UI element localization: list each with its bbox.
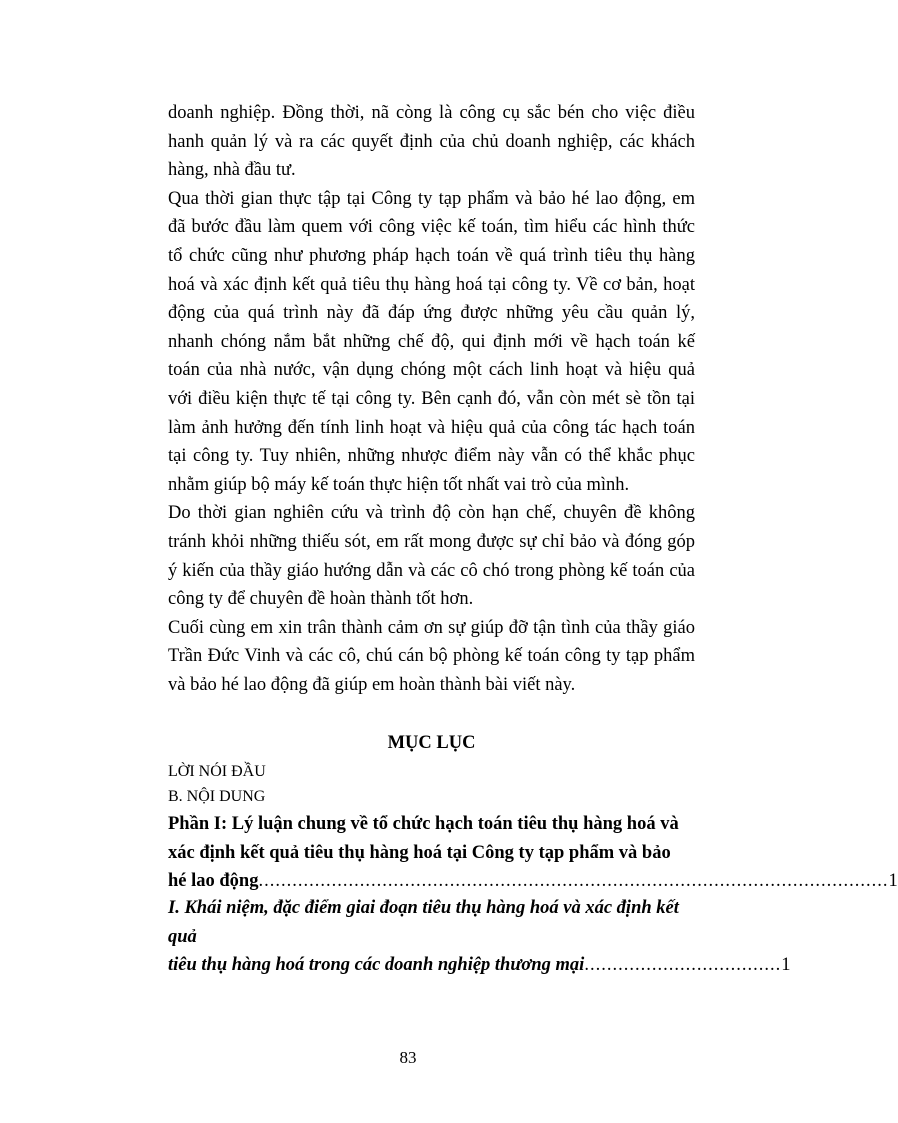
body-line: hanh quản lý và ra các quyết định của chủ doanh nghiệp, các khách [168, 131, 695, 152]
body-line: đã bước đầu làm quem với công việc kế toán, tìm hiểu các hình thức [168, 217, 695, 238]
toc-title: MỤC LỤC [387, 733, 476, 753]
body-line: hoá và xác định kết quả tiêu thụ hàng hoá tại công ty. Về cơ bản, hoạt [168, 274, 695, 295]
body-line: ý kiến của thầy giáo hướng dẫn và các cô chó trong phòng kế toán của [168, 560, 695, 581]
body-line: Do thời gian nghiên cứu và trình độ còn hạn chế, chuyên đề không [168, 503, 695, 524]
toc-entry-part-1[interactable] [168, 810, 898, 896]
toc-entry-leader-line [168, 951, 791, 980]
toc-page-number: 1 [888, 871, 898, 892]
body-line: Trần Đức Vinh và các cô, chú cán bộ phòng kế toán công ty tạp phẩm [168, 646, 695, 667]
toc-section-b: B. NỘI DUNG [168, 788, 266, 805]
body-line: doanh nghiệp. Đồng thời, nã còng là công cụ sắc bén cho việc điều [168, 103, 695, 123]
toc-entry-line: hé lao động [168, 871, 259, 892]
page-number: 83 [399, 1048, 417, 1067]
body-line: nhanh chóng nắm bắt những chế độ, qui định mới về hạch toán kế [168, 331, 695, 352]
toc-entry-line: I. Khái niệm, đặc điểm giai đoạn tiêu thụ hàng hoá và xác định kết [168, 898, 679, 918]
body-line: công ty để chuyên đề hoàn thành tốt hơn. [168, 589, 474, 610]
toc-entry-line: tiêu thụ hàng hoá trong các doanh nghiệp thương mại [168, 955, 585, 976]
body-line: động của quá trình này đã đáp ứng được những yêu cầu quản lý, [168, 303, 695, 324]
toc-dot-leader: ................................................................................................................ [258, 871, 889, 892]
body-text [168, 99, 695, 699]
toc-entry-item-1[interactable] [168, 894, 791, 980]
toc-entry-line: Phần I: Lý luận chung về tổ chức hạch toán tiêu thụ hàng hoá và [168, 814, 679, 834]
toc-preface: LỜI NÓI ĐẦU [168, 763, 266, 780]
body-line: tại công ty. Tuy nhiên, những nhược điểm này vẫn có thể khắc phục [168, 446, 695, 467]
toc-dot-leader: ................................... [584, 955, 782, 976]
body-line: Cuối cùng em xin trân thành cảm ơn sự giúp đỡ tận tình của thầy giáo [168, 617, 695, 638]
toc-entry-line: xác định kết quả tiêu thụ hàng hoá tại Công ty tạp phẩm và bảo [168, 842, 671, 863]
body-line: nhằm giúp bộ máy kế toán thực hiện tốt nhất vai trò của mình. [168, 474, 630, 495]
body-line: tránh khỏi những thiếu sót, em rất mong được sự chỉ bảo và đóng góp [168, 531, 695, 552]
body-line: với điều kiện thực tế tại công ty. Bên cạnh đó, vẫn còn mét sè tồn tại [168, 388, 695, 409]
toc-page-number: 1 [781, 955, 791, 976]
toc-entry-line: quả [168, 926, 197, 947]
toc-entry-leader-line [168, 867, 898, 896]
body-line: tổ chức cũng như phương pháp hạch toán về quá trình tiêu thụ hàng [168, 245, 695, 266]
body-line: toán của nhà nước, vận dụng chóng một cách linh hoạt và hiệu quả [168, 360, 695, 381]
body-line: hàng, nhà đầu tư. [168, 160, 296, 181]
body-line: Qua thời gian thực tập tại Công ty tạp phẩm và bảo hé lao động, em [168, 188, 695, 209]
body-line: và bảo hé lao động đã giúp em hoàn thành bài viết này. [168, 674, 576, 695]
body-line: làm ảnh hưởng đến tính linh hoạt và hiệu quả của công tác hạch toán [168, 417, 695, 438]
